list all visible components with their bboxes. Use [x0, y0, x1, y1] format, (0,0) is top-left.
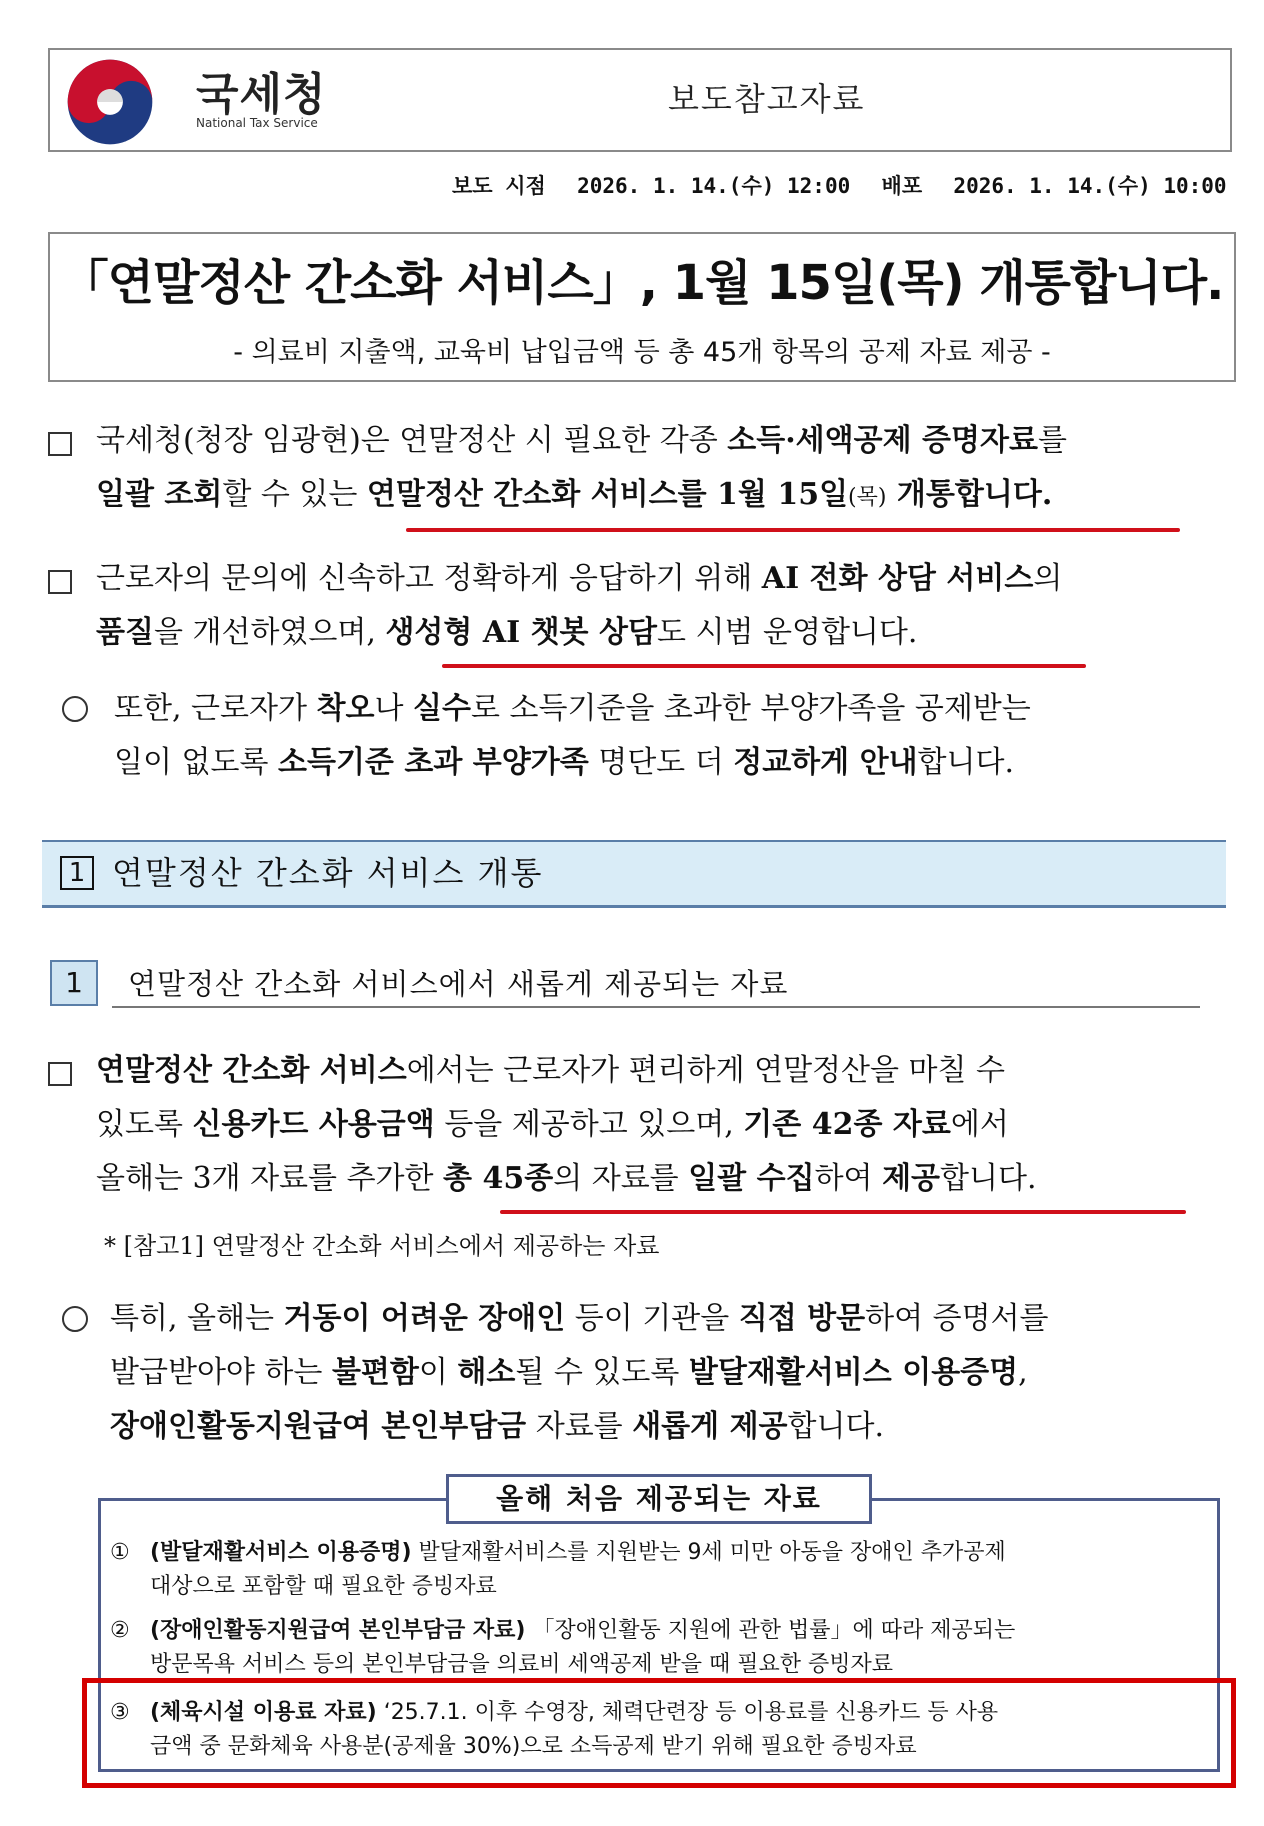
taegeuk-logo-icon: [64, 56, 156, 148]
new-items-header: 올해 처음 제공되는 자료: [446, 1474, 872, 1524]
highlight-underline: [500, 1210, 1186, 1214]
org-name-english: National Tax Service: [196, 116, 318, 130]
subsection-divider: [112, 1006, 1200, 1008]
paragraph-5-line-2: 발급받아야 하는 불편함이 해소될 수 있도록 발달재활서비스 이용증명,: [110, 1355, 1028, 1390]
reference-note: * [참고1] 연말정산 간소화 서비스에서 제공하는 자료: [104, 1232, 660, 1260]
square-bullet-icon: [48, 570, 72, 598]
page-subtitle: - 의료비 지출액, 교육비 납입금액 등 총 45개 항목의 공제 자료 제공 -: [233, 337, 1051, 368]
document-type: 보도참고자료: [668, 80, 866, 118]
distribution-value: 2026. 1. 14.(수) 10:00: [953, 174, 1227, 198]
paragraph-2-line-1: 근로자의 문의에 신속하고 정확하게 응답하기 위해 AI 전화 상담 서비스의: [96, 561, 1063, 596]
list-item: ② (장애인활동지원급여 본인부담금 자료) 「장애인활동 지원에 관한 법률」에 따라 제공되는 방문목욕 서비스 등의 본인부담금을 의료비 세액공제 받을 때 필요한 증빙자료: [110, 1618, 1016, 1677]
highlight-underline: [406, 528, 1180, 532]
release-dates: [452, 170, 1233, 200]
subsection-title: 연말정산 간소화 서비스에서 새롭게 제공되는 자료: [128, 967, 789, 1001]
section-number: 1: [60, 856, 94, 890]
subsection-number: 1: [50, 960, 98, 1006]
paragraph-1-line-2: 일괄 조회할 수 있는 연말정산 간소화 서비스를 1월 15일(목) 개통합니다.: [96, 477, 1053, 512]
paragraph-4-line-2: 있도록 신용카드 사용금액 등을 제공하고 있으며, 기존 42종 자료에서: [96, 1107, 1009, 1142]
paragraph-5-line-1: 특히, 올해는 거동이 어려운 장애인 등이 기관을 직접 방문하여 증명서를: [110, 1301, 1049, 1336]
release-value: 2026. 1. 14.(수) 12:00: [577, 174, 851, 198]
paragraph-4-line-1: 연말정산 간소화 서비스에서는 근로자가 편리하게 연말정산을 마칠 수: [96, 1053, 1006, 1088]
highlight-box: [82, 1678, 1236, 1788]
distribution-label: 배포: [881, 174, 923, 198]
paragraph-5-line-3: 장애인활동지원급여 본인부담금 자료를 새롭게 제공합니다.: [110, 1409, 885, 1444]
circle-bullet-icon: [62, 1306, 88, 1336]
release-label: 보도 시점: [452, 174, 546, 198]
paragraph-2-line-2: 품질을 개선하였으며, 생성형 AI 챗봇 상담도 시범 운영합니다.: [96, 615, 918, 650]
page-title: 「연말정산 간소화 서비스」, 1월 15일(목) 개통합니다.: [60, 255, 1224, 311]
org-name: 국세청: [196, 69, 327, 120]
list-item: ① (발달재활서비스 이용증명) 발달재활서비스를 지원받는 9세 미만 아동을 장애인 추가공제 대상으로 포함할 때 필요한 증빙자료: [110, 1540, 1006, 1599]
paragraph-3-line-2: 일이 없도록 소득기준 초과 부양가족 명단도 더 정교하게 안내합니다.: [114, 745, 1015, 780]
circle-bullet-icon: [62, 696, 88, 726]
paragraph-1-line-1: 국세청(청장 임광현)은 연말정산 시 필요한 각종 소득·세액공제 증명자료를: [96, 423, 1067, 458]
section-title: 연말정산 간소화 서비스 개통: [112, 854, 544, 892]
paragraph-3-line-1: 또한, 근로자가 착오나 실수로 소득기준을 초과한 부양가족을 공제받는: [114, 691, 1031, 726]
paragraph-4-line-3: 올해는 3개 자료를 추가한 총 45종의 자료를 일괄 수집하여 제공합니다.: [96, 1161, 1037, 1196]
highlight-underline: [442, 664, 1086, 668]
list-item: ③ (체육시설 이용료 자료) ‘25.7.1. 이후 수영장, 체력단련장 등 이용료를 신용카드 등 사용 금액 중 문화체육 사용분(공제율 30%)으로 소득공제 받기 위해 필요한 증빙자료: [110, 1700, 999, 1759]
square-bullet-icon: [48, 432, 72, 460]
square-bullet-icon: [48, 1062, 72, 1090]
